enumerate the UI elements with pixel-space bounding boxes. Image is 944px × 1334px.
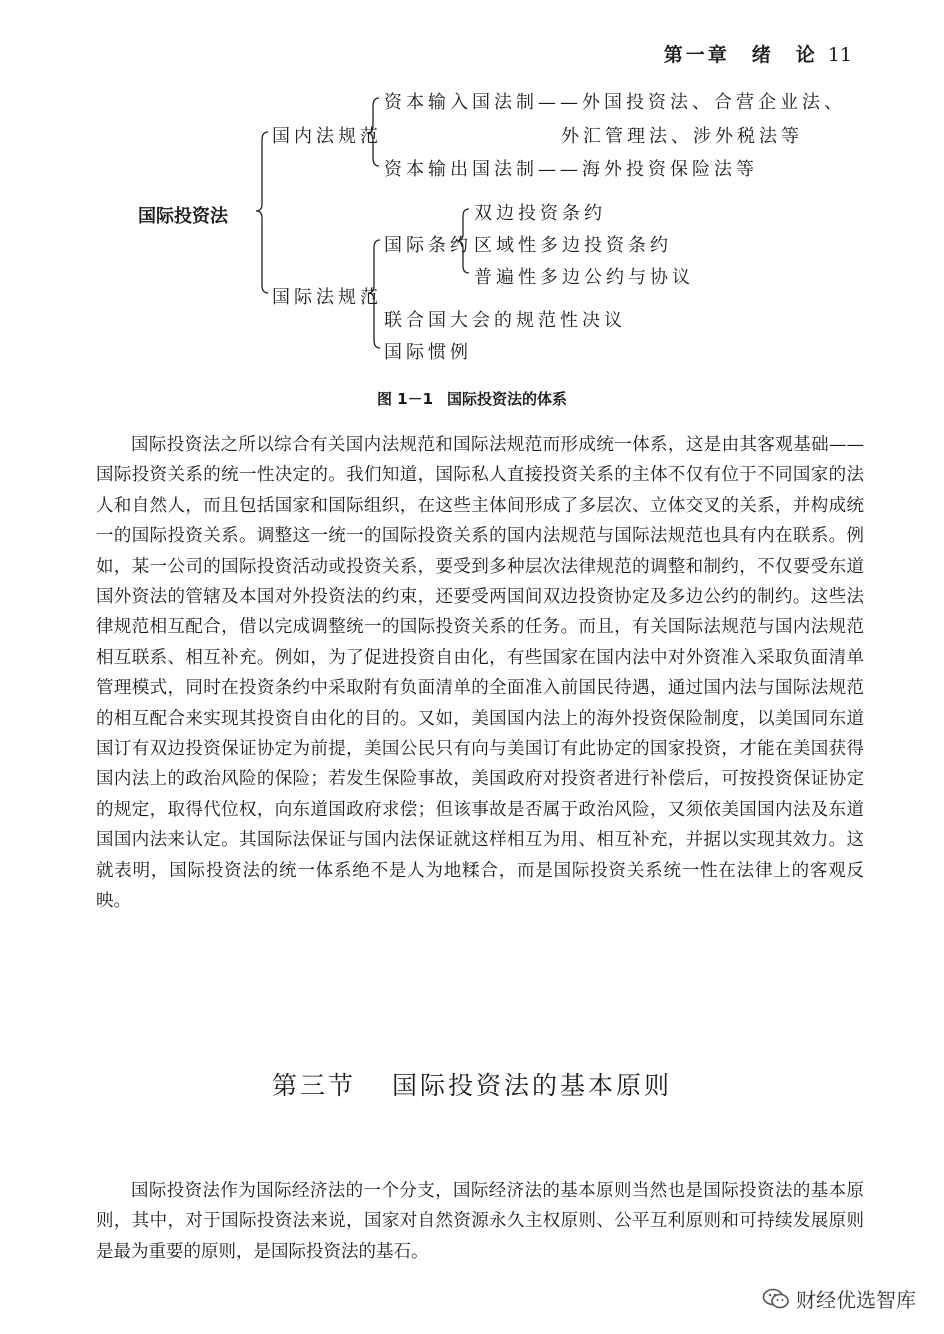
figure-caption-title: 国际投资法的体系: [447, 390, 568, 408]
treaty-item-2: 区域性多边投资条约: [474, 235, 672, 256]
section-number: 第三节: [271, 1071, 356, 1100]
domestic-item-2-detail: 海外投资保险法等: [582, 159, 758, 180]
figure-caption-number: 图 1－1: [376, 390, 434, 408]
dash-2: ——: [538, 159, 582, 180]
domestic-item-2-label: 资本输出国法制: [384, 159, 538, 180]
diagram-root-label: 国际投资法: [138, 206, 228, 227]
domestic-item-2: [384, 155, 758, 181]
dash-1: ——: [538, 92, 582, 113]
domestic-item-1-label: 资本输入国法制: [384, 92, 538, 113]
wechat-icon: [762, 1287, 790, 1311]
section-title: 国际投资法的基本原则: [392, 1071, 673, 1100]
figure-caption: [0, 388, 944, 409]
body-paragraph-1: 国际投资法之所以综合有关国内法规范和国际法规范而形成统一体系，这是由其客观基础——国际投资关系的统一性决定的。我们知道，国际私人直接投资关系的主体不仅有位于不同国家的法人和自然人，而且包括国家和国际组织，在这些主体间形成了多层次、立体交叉的关系，并构成统一的国际投资关系。调整这一统一的国际投资关系的国内法规范与国际法规范也具有内在联系。例如，某一公司的国际投资活动或投资关系，要受到多种层次法律规范的调整和制约，不仅要受东道国外资法的管辖及本国对外投资法的约束，还要受两国间双边投资协定及多边公约的制约。这些法律规范相互配合，借以完成调整统一的国际投资关系的任务。而且，有关国际法规范与国内法规范相互联系、相互补充。例如，为了促进投资自由化，有些国家在国内法中对外资准入采取负面清单管理模式，同时在投资条约中采取附有负面清单的全面准入前国民待遇，通过国内法与国际法规范的相互配合来实现其投资自由化的目的。又如，美国国内法上的海外投资保险制度，以美国同东道国订有双边投资保证协定为前提，美国公民只有向与美国订有此协定的国家投资，才能在美国获得国内法上的政治风险的保险；若发生保险事故，美国政府对投资者进行补偿后，可按投资保证协定的规定，取得代位权，向东道国政府求偿；但该事故是否属于政治风险，又须依美国国内法及东道国国内法来认定。其国际法保证与国内法保证就这样相互为用、相互补充，并据以实现其效力。这就表明，国际投资法的统一体系绝不是人为地糅合，而是国际投资关系统一性在法律上的客观反映。: [96, 435, 864, 912]
treaty-item-3: 普遍性多边公约与协议: [474, 267, 694, 288]
domestic-item-1-detail-line2: 外汇管理法、涉外税法等: [561, 126, 803, 147]
running-header: [664, 40, 852, 67]
watermark-text: 财经优选智库: [796, 1288, 916, 1312]
page-number: 11: [827, 44, 852, 66]
section-heading: [0, 1066, 944, 1102]
treaty-item-1: 双边投资条约: [474, 203, 606, 224]
domestic-item-1-detail: 外国投资法、合营企业法、: [582, 92, 846, 113]
domestic-law-label: 国内法规范: [272, 126, 382, 147]
international-law-label: 国际法规范: [272, 287, 382, 308]
watermark: [762, 1284, 916, 1313]
body-paragraph-2: 国际投资法作为国际经济法的一个分支，国际经济法的基本原则当然也是国际投资法的基本原则，其中，对于国际投资法来说，国家对自然资源永久主权原则、公平互利原则和可持续发展原则是最为重要的原则，是国际投资法的基石。: [96, 1181, 864, 1262]
treaty-label: 国际条约: [384, 235, 472, 256]
international-item-2: 国际惯例: [384, 342, 472, 363]
root-brace: [256, 132, 268, 293]
domestic-item-1: [384, 88, 846, 114]
chapter-title: 第一章 绪 论: [663, 44, 818, 66]
international-item-1: 联合国大会的规范性决议: [384, 310, 626, 331]
